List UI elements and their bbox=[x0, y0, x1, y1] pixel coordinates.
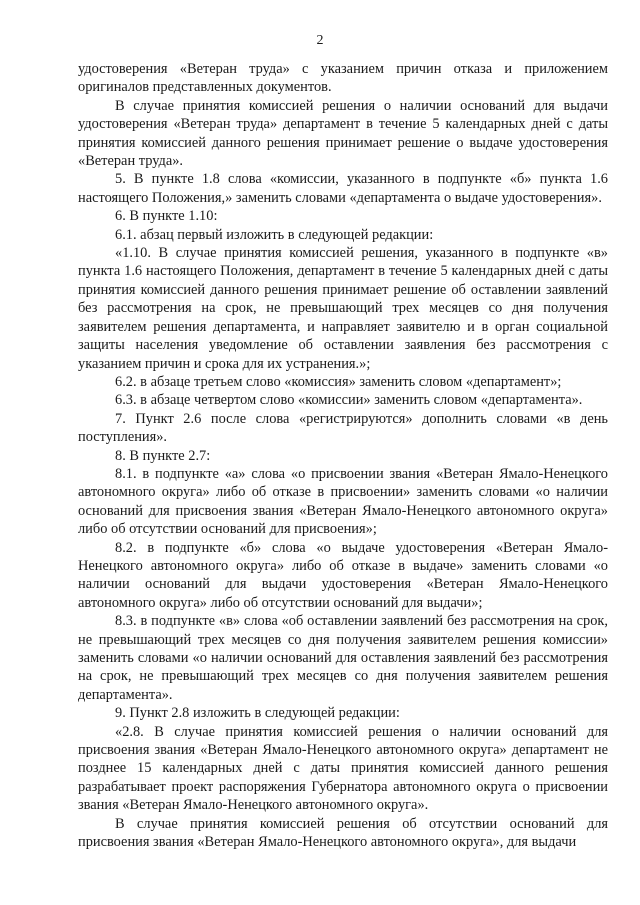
paragraph-commission-decision: В случае принятия комиссией решения о наличии оснований для выдачи удостоверения «Ветеран труда» департамент в течение 5 календарных дней с даты принятия комиссией данного решения принимает решение о выдаче удостоверения «Ветеран труда». bbox=[78, 97, 608, 170]
paragraph-item-2-8-quote: «2.8. В случае принятия комиссией решения о наличии оснований для присвоения звания «Ветеран Ямало-Ненецкого автономного округа» департамент не позднее 15 календарных дней с даты принятия комиссией данного решения разрабатывает проект распоряжения Губернатора автономного округа о присвоении звания «Ветеран Ямало-Ненецкого автономного округа». bbox=[78, 723, 608, 814]
paragraph-item-6-3: 6.3. в абзаце четвертом слово «комиссии» заменить словом «департамента». bbox=[115, 392, 583, 409]
paragraph-item-1-10-quote: «1.10. В случае принятия комиссией решения, указанного в подпункте «в» пункта 1.6 настоящего Положения, департамент в течение 5 календарных дней с даты принятия комиссией данного решения принимает решение об оставлении заявлений без рассмотрения на срок, не превышающий трех месяцев со дня получения заявителем решения департамента, и направляет заявителю и в орган социальной защиты населения уведомление об оставлении заявления без рассмотрения с указанием причин и срока для их устранения.»; bbox=[78, 245, 608, 372]
paragraph-item-6-1: 6.1. абзац первый изложить в следующей редакции: bbox=[115, 226, 434, 243]
paragraph-item-8-2: 8.2. в подпункте «б» слова «о выдаче удостоверения «Ветеран Ямало-Ненецкого автономного округа» либо об отказе в выдаче» заменить словами «о наличии оснований для выдачи удостоверения «Ветеран Ямало-Ненецкого автономного округа» либо об отсутствии оснований для выдачи»; bbox=[78, 539, 608, 611]
paragraph-item-6-2: 6.2. в абзаце третьем слово «комиссия» заменить словом «департамент»; bbox=[115, 373, 562, 390]
document-body bbox=[78, 60, 608, 851]
paragraph-item-6: 6. В пункте 1.10: bbox=[115, 208, 218, 225]
paragraph-item-8-3: 8.3. в подпункте «в» слова «об оставлении заявлений без рассмотрения на срок, не превышающий трех месяцев со дня получения заявителем решения комиссии» заменить словами «о наличии оснований для оставления заявлений без рассмотрения на срок, не превышающий трех месяцев со дня получения заявителем решения департамента». bbox=[78, 613, 608, 703]
paragraph-item-7: 7. Пункт 2.6 после слова «регистрируются» дополнить словами «в день поступления». bbox=[78, 410, 608, 446]
paragraph-absence-of-grounds: В случае принятия комиссией решения об отсутствии оснований для присвоения звания «Ветеран Ямало-Ненецкого автономного округа», для выдачи bbox=[78, 815, 608, 851]
paragraph-item-9: 9. Пункт 2.8 изложить в следующей редакции: bbox=[115, 705, 400, 722]
page-number: 2 bbox=[316, 33, 324, 48]
paragraph-item-8-1: 8.1. в подпункте «а» слова «о присвоении звания «Ветеран Ямало-Ненецкого автономного округа» либо об отказе в присвоении» заменить словами «о наличии оснований для присвоения звания «Ветеран Ямало-Ненецкого автономного округа» либо об отсутствии оснований для присвоения»; bbox=[78, 465, 608, 538]
paragraph-continuation: удостоверения «Ветеран труда» с указанием причин отказа и приложением оригиналов представленных документов. bbox=[78, 61, 608, 96]
paragraph-item-8: 8. В пункте 2.7: bbox=[115, 447, 211, 464]
paragraph-item-5: 5. В пункте 1.8 слова «комиссии, указанного в подпункте «б» пункта 1.6 настоящего Положения,» заменить словами «департамента о выдаче удостоверения». bbox=[78, 171, 608, 206]
